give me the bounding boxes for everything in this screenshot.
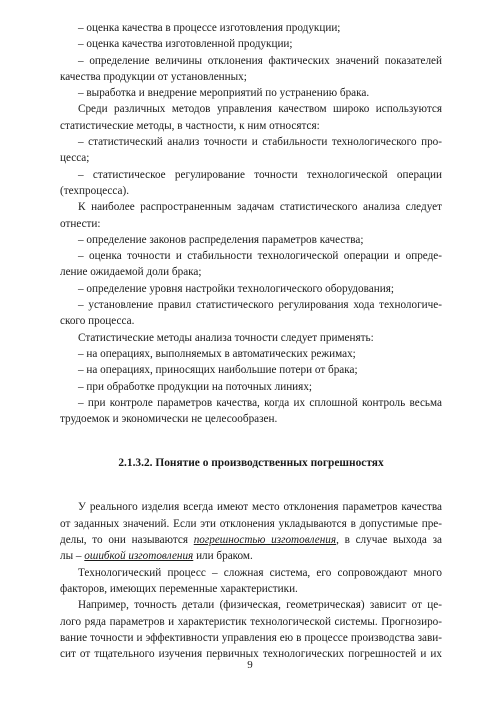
text-line: – при обработке продукции на поточных линиях; (78, 380, 313, 393)
paragraph-block-technological-process (60, 565, 442, 663)
paragraph-block-quality-methods (60, 20, 442, 427)
text-line: Среди различных методов управления качеством широко используются (78, 103, 442, 116)
emphasis-term: ошибкой изготовления (84, 550, 194, 563)
text-line: – определение законов распределения параметров качества; (78, 233, 364, 246)
text-line: трудоемок и экономически не целесообразен. (60, 413, 278, 426)
text-line: – выработка и внедрение мероприятий по устранению брака. (78, 87, 370, 100)
text-line: делы, то они называются погрешностью изготовления, в случае выхода за (60, 534, 442, 547)
text-line: ского процесса. (60, 315, 135, 328)
text-line: – статистический анализ точности и стабильности технологического про- (78, 136, 442, 149)
text-line: факторов, имеющих переменные характеристики. (60, 582, 298, 595)
text-line: Например, точность детали (физическая, геометрическая) зависит от це- (78, 599, 442, 612)
document-page (60, 20, 442, 662)
text-line: – на операциях, приносящих наибольшие потери от брака; (78, 364, 358, 377)
text-line: лого ряда параметров и характеристик технологической системы. Прогнозиро- (60, 615, 442, 628)
page-number: 9 (247, 659, 253, 671)
text-line: лы – ошибкой изготовления или браком. (60, 550, 253, 563)
text-line: – оценка качества в процессе изготовления продукции; (78, 22, 341, 34)
text-line: – статистическое регулирование точности технологической операции (78, 168, 442, 181)
text-line: ление ожидаемой доли брака; (60, 266, 202, 279)
text-line: У реального изделия всегда имеют место отклонения параметров качества (78, 501, 442, 514)
emphasis-term: погрешностью изготовления (193, 534, 337, 547)
text-line: качества продукции от установленных; (60, 70, 247, 83)
paragraph-production-errors (60, 499, 442, 564)
text-line: – определение величины отклонения фактических значений показателей (78, 54, 442, 67)
text-line: сит от тщательного изучения первичных технологических погрешностей и их (60, 648, 442, 661)
text-line: – оценка точности и стабильности технологической операции и опреде- (78, 250, 442, 263)
text-line: – при контроле параметров качества, когда их сплошной контроль весьма (78, 396, 442, 409)
text-line: цесса; (60, 152, 90, 165)
text-line: отнести: (60, 217, 101, 230)
text-line: от заданных значений. Если эти отклонения укладываются в допустимые пре- (60, 517, 442, 530)
text-line: Статистические методы анализа точности следует применять: (78, 331, 374, 344)
text-line: Технологический процесс – сложная система, его сопровождают много (78, 566, 442, 579)
section-heading: 2.1.3.2. Понятие о производственных погрешностях (118, 457, 384, 470)
text-line: – определение уровня настройки технологического оборудования; (78, 282, 394, 295)
text-line: – на операциях, выполняемых в автоматических режимах; (78, 347, 356, 360)
text-line: – установление правил статистического регулирования хода технологиче- (78, 299, 442, 312)
text-line: статистические методы, в частности, к ним относятся: (60, 119, 320, 132)
text-line: К наиболее распространенным задачам статистического анализа следует (78, 201, 442, 214)
text-line: вание точности и эффективности управления ею в процессе производства зави- (60, 631, 442, 644)
text-line: (техпроцесса). (60, 184, 129, 197)
text-line: – оценка качества изготовленной продукции; (78, 38, 293, 51)
